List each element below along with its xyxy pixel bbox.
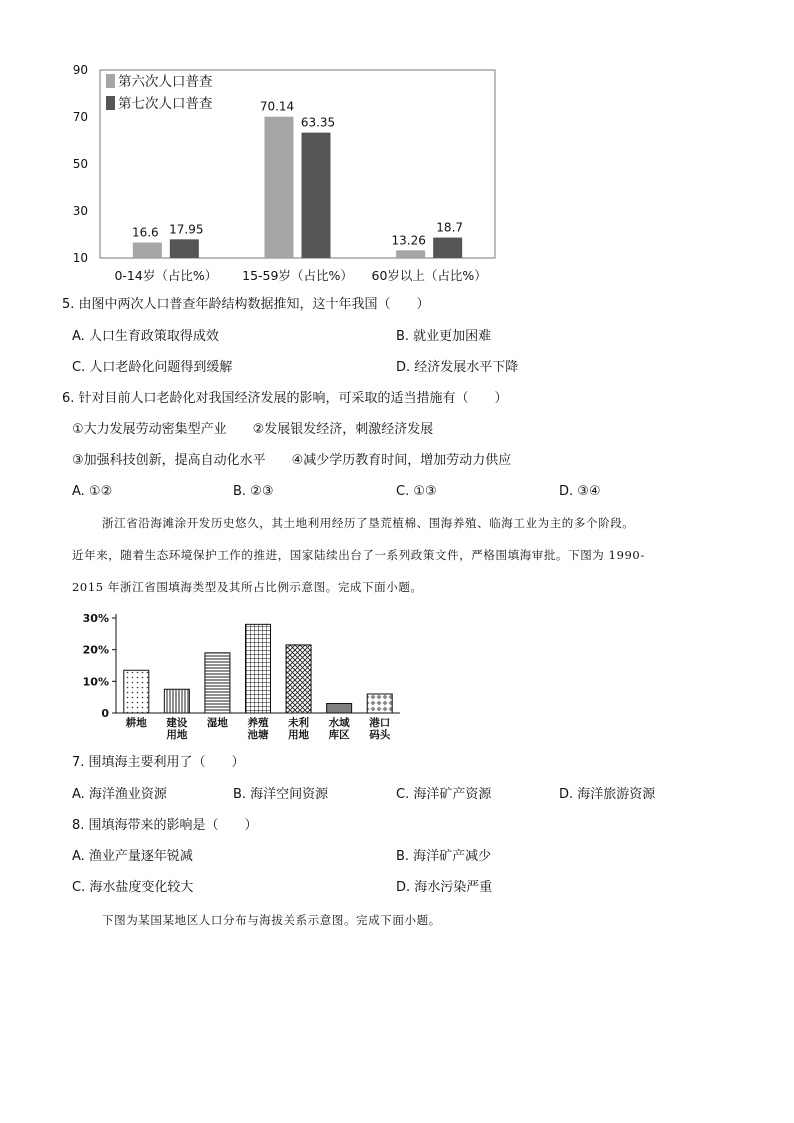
bar-sixth-census [133, 242, 162, 258]
q7-option-a[interactable]: A. 海洋渔业资源 [72, 787, 167, 802]
bar-seventh-census [170, 239, 199, 258]
x-category-label: 未利 [288, 717, 310, 729]
q8-stem: 8. 围填海带来的影响是（ ） [72, 818, 258, 833]
x-category-label: 0-14岁（占比%） [114, 268, 218, 283]
q6-option-b[interactable]: B. ②③ [233, 484, 274, 499]
x-category-label: 15-59岁（占比%） [242, 268, 353, 283]
q5-stem: 5. 由图中两次人口普查年龄结构数据推知，这十年我国（ ） [62, 297, 430, 312]
q7-option-c[interactable]: C. 海洋矿产资源 [396, 787, 492, 802]
data-label: 70.14 [259, 99, 295, 114]
x-category-label: 码头 [369, 729, 391, 741]
bar-sixth-census [396, 250, 425, 258]
q7-option-d[interactable]: D. 海洋旅游资源 [559, 787, 656, 802]
legend-swatch [106, 74, 115, 88]
y-tick-label: 90 [72, 63, 88, 77]
data-label: 63.35 [300, 115, 336, 130]
x-category-label: 耕地 [125, 717, 147, 729]
legend-swatch [106, 96, 115, 110]
bar-seventh-census [302, 133, 331, 258]
bar-0 [124, 670, 149, 713]
data-label: 13.26 [391, 233, 426, 248]
intro-paragraph-line-2: 近年来，随着生态环境保护工作的推进，国家陆续出台了一系列政策文件，严格围填海审批。下图为 1990- [72, 548, 645, 562]
bar-1 [164, 689, 189, 713]
q8-option-b[interactable]: B. 海洋矿产减少 [396, 849, 492, 864]
bar-2 [205, 653, 230, 713]
x-category-label: 池塘 [247, 729, 269, 741]
q5-option-a[interactable]: A. 人口生育政策取得成效 [72, 329, 219, 344]
q8-option-c[interactable]: C. 海水盐度变化较大 [72, 880, 194, 895]
q5-option-b[interactable]: B. 就业更加困难 [396, 329, 492, 344]
q5-option-d[interactable]: D. 经济发展水平下降 [396, 360, 519, 375]
x-category-label: 湿地 [206, 717, 228, 729]
data-label: 16.6 [131, 225, 159, 240]
y-tick-label: 30 [72, 204, 88, 218]
x-category-label: 港口 [369, 717, 391, 729]
data-label: 18.7 [436, 220, 464, 235]
q6-stem: 6. 针对目前人口老龄化对我国经济发展的影响，可采取的适当措施有（ ） [62, 391, 508, 406]
q6-statement-1-2: ①大力发展劳动密集型产业 ②发展银发经济，刺激经济发展 [72, 422, 434, 437]
bar-5 [327, 704, 352, 714]
y-tick-label: 30% [82, 612, 109, 625]
bar-seventh-census [433, 238, 462, 258]
x-category-label: 60岁以上（占比%） [371, 268, 487, 283]
q8-option-d[interactable]: D. 海水污染严重 [396, 880, 493, 895]
x-category-label: 养殖 [247, 717, 269, 729]
x-category-label: 用地 [288, 729, 310, 741]
bar-3 [246, 624, 271, 713]
bar-4 [286, 645, 311, 713]
x-category-label: 建设 [166, 717, 188, 729]
q6-option-c[interactable]: C. ①③ [396, 484, 437, 499]
q8-option-a[interactable]: A. 渔业产量逐年锐减 [72, 849, 193, 864]
data-label: 17.95 [169, 222, 204, 237]
x-category-label: 水域 [328, 717, 350, 729]
intro-paragraph-next: 下图为某国某地区人口分布与海拔关系示意图。完成下面小题。 [102, 913, 441, 927]
legend-label: 第六次人口普查 [118, 74, 213, 90]
y-tick-label: 20% [82, 643, 109, 657]
x-category-label: 用地 [166, 729, 188, 741]
y-tick-label: 70 [72, 110, 88, 124]
y-tick-label: 50 [72, 157, 88, 171]
census-bar-chart [60, 60, 510, 292]
intro-paragraph-line-1: 浙江省沿海滩涂开发历史悠久，其土地利用经历了垦荒植棉、围海养殖、临海工业为主的多个阶段。 [102, 516, 635, 530]
q6-option-a[interactable]: A. ①② [72, 484, 113, 499]
x-category-label: 库区 [328, 729, 350, 741]
q5-option-c[interactable]: C. 人口老龄化问题得到缓解 [72, 360, 233, 375]
bar-6 [367, 694, 392, 713]
y-tick-label: 10% [82, 675, 109, 689]
q7-stem: 7. 围填海主要利用了（ ） [72, 755, 245, 770]
y-tick-label: 0 [101, 707, 109, 720]
q6-option-d[interactable]: D. ③④ [559, 484, 601, 499]
reclamation-bar-chart [70, 610, 410, 750]
q6-statement-3-4: ③加强科技创新，提高自动化水平 ④减少学历教育时间，增加劳动力供应 [72, 453, 512, 468]
bar-sixth-census [265, 117, 294, 258]
legend-label: 第七次人口普查 [118, 96, 213, 112]
y-tick-label: 10 [72, 251, 88, 265]
intro-paragraph-line-3: 2015 年浙江省围填海类型及其所占比例示意图。完成下面小题。 [72, 580, 423, 594]
q7-option-b[interactable]: B. 海洋空间资源 [233, 787, 329, 802]
